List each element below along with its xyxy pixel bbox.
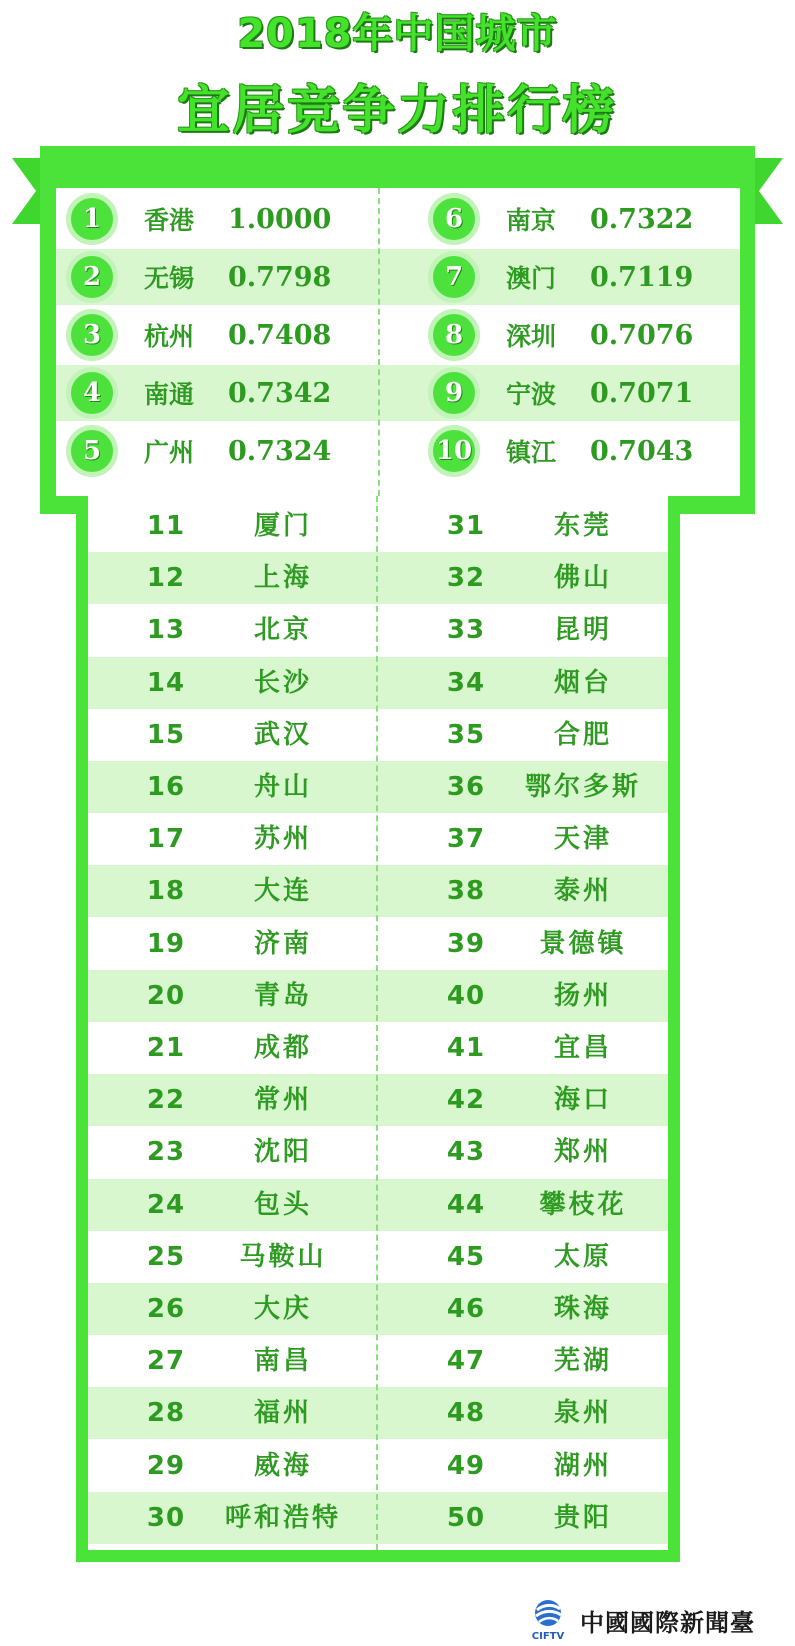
city-name: 武汉 <box>253 719 312 750</box>
rank-number: 43 <box>446 1137 486 1168</box>
city-name: 烟台 <box>553 667 612 698</box>
city-name: 南京 <box>506 206 557 235</box>
rank-badge: 8 <box>428 309 480 361</box>
rank-number: 40 <box>446 980 486 1011</box>
rank-number: 38 <box>446 876 486 907</box>
city-score: 0.7322 <box>590 203 694 235</box>
table-row <box>88 604 668 656</box>
city-name: 泰州 <box>553 876 612 907</box>
ranking-list <box>88 496 668 1550</box>
city-name: 郑州 <box>553 1137 612 1168</box>
rank-badge: 9 <box>428 367 480 419</box>
city-name: 长沙 <box>253 667 312 698</box>
top10-row <box>56 423 740 479</box>
table-row <box>88 1126 668 1178</box>
city-score: 0.7324 <box>228 435 332 467</box>
top10-entry <box>428 307 693 363</box>
city-name: 湖州 <box>553 1450 612 1481</box>
footer-logo <box>520 1598 790 1642</box>
city-name: 马鞍山 <box>239 1241 327 1272</box>
city-score: 0.7071 <box>590 377 694 409</box>
top10-row <box>56 365 740 421</box>
rank-number: 26 <box>146 1294 186 1324</box>
city-name: 景德镇 <box>539 928 627 959</box>
rank-number: 16 <box>146 772 186 802</box>
top10-entry <box>428 249 693 305</box>
city-name: 宁波 <box>506 380 557 409</box>
top10-entry <box>66 307 331 363</box>
city-name: 珠海 <box>553 1294 612 1324</box>
city-name: 济南 <box>253 928 312 959</box>
logo-abbreviation: CIFTV <box>531 1631 565 1642</box>
city-name: 泉州 <box>553 1398 612 1429</box>
top10-row <box>56 191 740 247</box>
city-name: 包头 <box>253 1189 312 1220</box>
table-row <box>88 1492 668 1544</box>
city-name: 镇江 <box>506 438 557 467</box>
city-name: 无锡 <box>144 264 195 293</box>
rank-number: 20 <box>146 980 186 1011</box>
rank-number: 39 <box>446 928 486 959</box>
rank-number: 35 <box>446 719 486 750</box>
city-name: 上海 <box>253 563 312 594</box>
city-name: 南通 <box>144 380 195 409</box>
rank-number: 34 <box>446 667 486 698</box>
rank-badge: 10 <box>428 425 480 477</box>
city-name: 杭州 <box>144 322 195 351</box>
top10-divider <box>378 188 380 496</box>
rank-number: 21 <box>146 1033 186 1063</box>
city-name: 苏州 <box>253 824 312 855</box>
top10-row <box>56 307 740 363</box>
top10-entry <box>66 365 331 421</box>
rank-number: 25 <box>146 1241 186 1272</box>
city-score: 0.7342 <box>228 377 332 409</box>
rank-number: 33 <box>446 615 486 646</box>
rank-badge: 1 <box>66 193 118 245</box>
city-score: 0.7408 <box>228 319 332 351</box>
rank-number: 24 <box>146 1189 186 1220</box>
rank-number: 47 <box>446 1346 486 1377</box>
table-row <box>88 1179 668 1231</box>
table-row <box>88 1335 668 1387</box>
rank-number: 27 <box>146 1346 186 1377</box>
table-row <box>88 761 668 813</box>
rank-badge: 4 <box>66 367 118 419</box>
rank-number: 30 <box>146 1502 186 1533</box>
city-name: 香港 <box>144 206 195 235</box>
rank-number: 32 <box>446 563 486 594</box>
rank-number: 48 <box>446 1398 486 1429</box>
rank-number: 23 <box>146 1137 186 1168</box>
city-score: 0.7076 <box>590 319 694 351</box>
rank-badge: 7 <box>428 251 480 303</box>
city-name: 太原 <box>553 1241 612 1272</box>
city-name: 芜湖 <box>553 1346 612 1377</box>
city-name: 大连 <box>253 876 312 907</box>
rank-number: 14 <box>146 667 186 698</box>
rank-number: 44 <box>446 1189 486 1220</box>
city-name: 鄂尔多斯 <box>524 772 641 802</box>
rank-number: 46 <box>446 1294 486 1324</box>
table-row <box>88 657 668 709</box>
city-name: 青岛 <box>253 980 312 1011</box>
title-line-1: 2018年中国城市 <box>237 11 558 57</box>
table-row <box>88 500 668 552</box>
ranking-list-divider <box>376 496 378 1550</box>
city-name: 厦门 <box>253 511 312 541</box>
city-score: 1.0000 <box>228 203 332 235</box>
rank-number: 49 <box>446 1450 486 1481</box>
top10-entry <box>66 249 331 305</box>
city-name: 福州 <box>253 1398 312 1429</box>
table-row <box>88 1440 668 1492</box>
city-name: 深圳 <box>506 322 557 351</box>
rank-number: 42 <box>446 1085 486 1116</box>
rank-badge: 2 <box>66 251 118 303</box>
city-name: 天津 <box>553 824 612 855</box>
city-name: 舟山 <box>253 772 312 802</box>
city-name: 宜昌 <box>553 1033 612 1063</box>
city-name: 佛山 <box>553 563 612 594</box>
rank-number: 36 <box>446 772 486 802</box>
table-row <box>88 813 668 865</box>
rank-number: 19 <box>146 928 186 959</box>
title-line-2: 宜居竞争力排行榜 <box>177 81 618 141</box>
top10-panel <box>56 188 740 496</box>
table-row <box>88 1074 668 1126</box>
table-row <box>88 709 668 761</box>
city-name: 合肥 <box>553 719 612 750</box>
table-row <box>88 552 668 604</box>
top10-entry <box>66 423 331 479</box>
city-name: 扬州 <box>553 980 612 1011</box>
city-name: 北京 <box>253 615 312 646</box>
city-name: 沈阳 <box>253 1137 312 1168</box>
city-name: 广州 <box>144 438 195 467</box>
rank-number: 12 <box>146 563 186 594</box>
top10-entry <box>428 423 693 479</box>
city-name: 常州 <box>253 1085 312 1116</box>
rank-number: 28 <box>146 1398 186 1429</box>
city-name: 大庆 <box>253 1294 312 1324</box>
city-name: 澳门 <box>506 264 557 293</box>
city-score: 0.7798 <box>228 261 332 293</box>
city-name: 攀枝花 <box>539 1189 627 1220</box>
rank-number: 29 <box>146 1450 186 1481</box>
rank-number: 17 <box>146 824 186 855</box>
table-row <box>88 865 668 917</box>
rank-number: 50 <box>446 1502 486 1533</box>
city-name: 南昌 <box>253 1346 312 1377</box>
city-score: 0.7119 <box>590 261 694 293</box>
top10-entry <box>428 191 693 247</box>
rank-number: 41 <box>446 1033 486 1063</box>
city-name: 海口 <box>553 1085 612 1116</box>
rank-number: 31 <box>446 511 486 541</box>
table-row <box>88 1231 668 1283</box>
rank-badge: 6 <box>428 193 480 245</box>
table-row <box>88 970 668 1022</box>
city-name: 成都 <box>253 1033 312 1063</box>
top10-row <box>56 249 740 305</box>
rank-number: 18 <box>146 876 186 907</box>
globe-icon <box>520 1598 576 1630</box>
city-name: 昆明 <box>553 615 612 646</box>
city-name: 呼和浩特 <box>224 1502 341 1533</box>
table-row <box>88 1283 668 1335</box>
table-row <box>88 1387 668 1439</box>
rank-badge: 3 <box>66 309 118 361</box>
rank-badge: 5 <box>66 425 118 477</box>
rank-number: 15 <box>146 719 186 750</box>
table-row <box>88 1022 668 1074</box>
top10-entry <box>428 365 693 421</box>
logo-name: 中國國際新聞臺 <box>580 1608 755 1637</box>
city-name: 东莞 <box>553 511 612 541</box>
city-name: 威海 <box>253 1450 312 1481</box>
rank-number: 13 <box>146 615 186 646</box>
rank-number: 45 <box>446 1241 486 1272</box>
rank-number: 11 <box>146 511 186 541</box>
rank-number: 22 <box>146 1085 186 1116</box>
cnr-globe-logo-icon <box>520 1598 576 1642</box>
city-name: 贵阳 <box>553 1502 612 1533</box>
top10-entry <box>66 191 331 247</box>
rank-number: 37 <box>446 824 486 855</box>
city-score: 0.7043 <box>590 435 694 467</box>
table-row <box>88 918 668 970</box>
